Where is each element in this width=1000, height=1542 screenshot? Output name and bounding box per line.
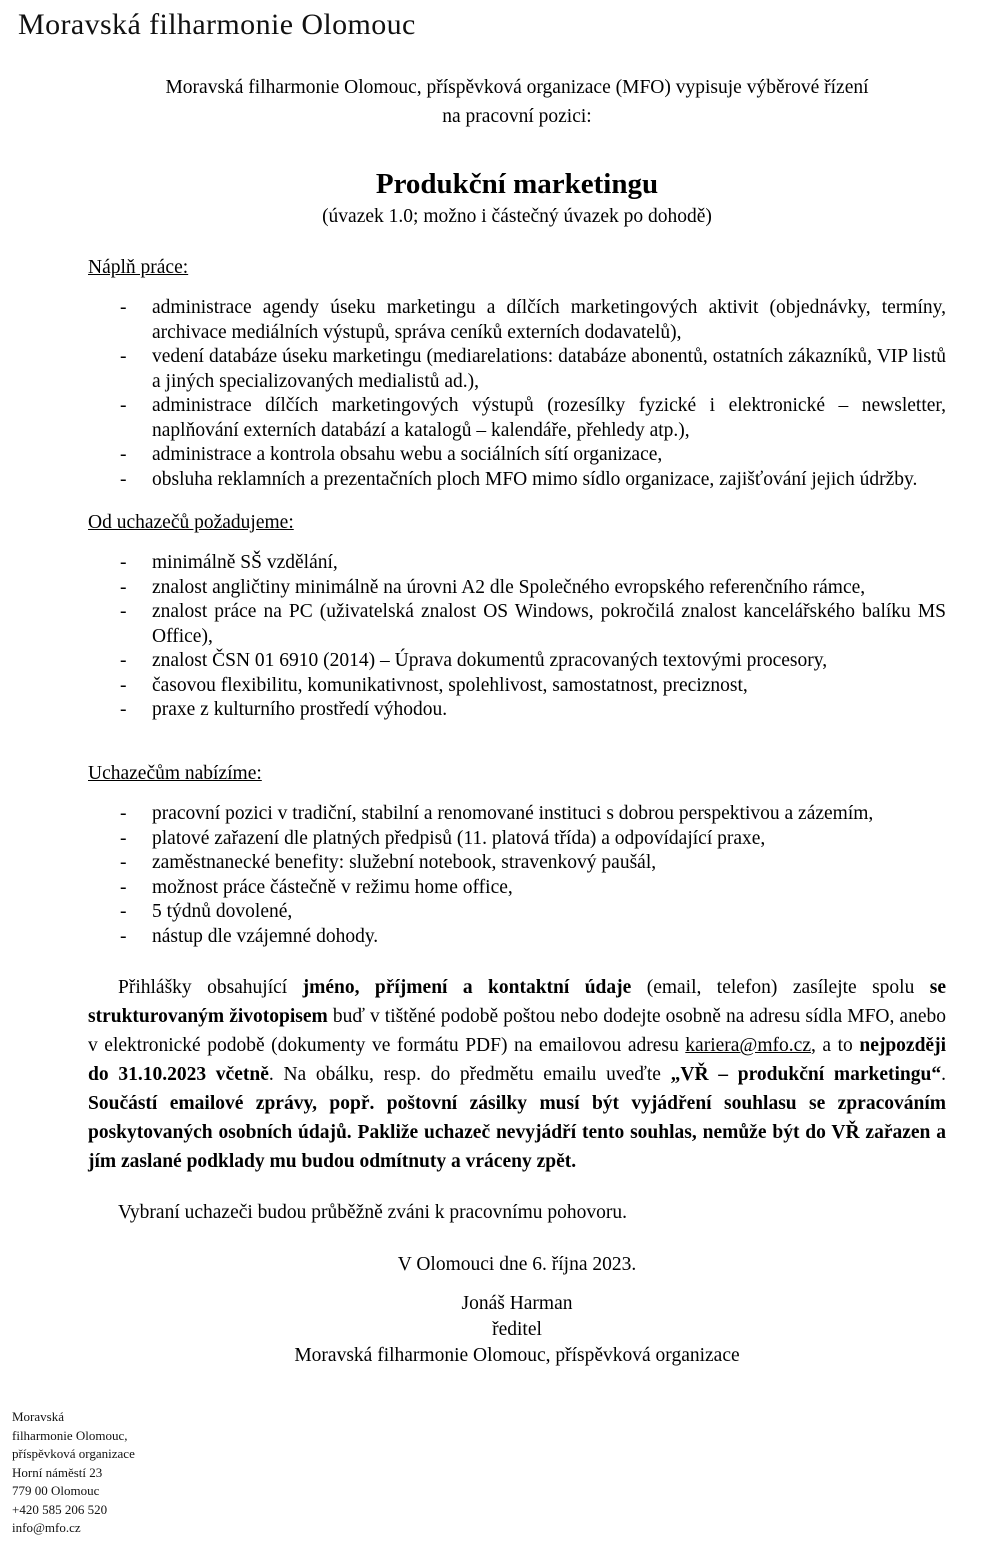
paragraph-segment: , a to [810, 1035, 860, 1057]
footer-line: Horní náměstí 23 [12, 1464, 103, 1480]
signature-role: ředitel [492, 1319, 542, 1341]
list-item [120, 551, 946, 576]
dash-marker: - [120, 650, 127, 672]
paragraph-segment: . [941, 1064, 946, 1086]
dash-marker: - [120, 699, 127, 721]
requirements-list [88, 551, 946, 723]
paragraph-segment: se strukturovaným životopisem [88, 977, 947, 1028]
paragraph-segment: Součástí emailové zprávy, popř. poštovní zásilky musí být vyjádření souhlasu se zpracováním poskytovaných osobních údajů. Pakliže uchazeč nevyjádří tento souhlas, nemůže být do VŘ zařazen a jím zaslané podklady mu budou odmítnuty a vráceny zpět. [88, 1093, 946, 1173]
paragraph-segment: nejpozději do 31.10.2023 včetně [88, 1035, 946, 1086]
dash-marker: - [120, 901, 127, 923]
footer-line: +420 585 206 520 [12, 1501, 108, 1517]
mfo-logo: Moravská filharmonie Olomouc [18, 8, 416, 41]
list-item-text: obsluha reklamních a prezentačních ploch MFO mimo sídlo organizace, zajišťování jejich údržby. [152, 468, 918, 490]
list-item [120, 876, 946, 901]
dash-marker: - [120, 444, 127, 466]
list-item [120, 802, 946, 827]
paragraph-segment: . Na obálku, resp. do předmětu emailu uveďte [268, 1064, 671, 1086]
list-item-text: administrace agendy úseku marketingu a dílčích marketingových aktivit (objednávky, termíny, archivace mediálních výstupů, správa ceníků externích dodavatelů), [152, 297, 946, 343]
signature-name: Jonáš Harman [461, 1293, 573, 1315]
list-item-text: platové zařazení dle platných předpisů (11. platová třída) a odpovídající praxe, [152, 827, 766, 849]
list-item-text: zaměstnanecké benefity: služební notebook, stravenkový paušál, [152, 852, 657, 874]
job-subtitle: (úvazek 1.0; možno i částečný úvazek po dohodě) [322, 206, 712, 227]
benefits-list [88, 802, 946, 949]
list-item [120, 851, 946, 876]
list-item-text: časovou flexibilitu, komunikativnost, spolehlivost, samostatnost, preciznost, [152, 674, 748, 696]
dash-marker: - [120, 925, 127, 947]
job-title: Produkční marketingu [375, 168, 659, 200]
letterhead-footer [12, 1408, 135, 1538]
list-item [120, 394, 946, 443]
duties-list [88, 296, 946, 492]
email-link[interactable]: kariera@mfo.cz [685, 1035, 811, 1057]
list-item-text: vedení databáze úseku marketingu (mediarelations: databáze abonentů, ostatních zákazníků, VIP listů a jiných specializovaných medialistů ad.), [152, 346, 946, 392]
list-item [120, 576, 946, 601]
list-item-text: znalost ČSN 01 6910 (2014) – Úprava dokumentů zpracovaných textovými procesory, [152, 650, 828, 672]
dash-marker: - [120, 297, 127, 319]
list-item [120, 345, 946, 394]
dash-marker: - [120, 395, 127, 417]
dash-marker: - [120, 468, 127, 490]
list-item-text: minimálně SŠ vzdělání, [152, 552, 338, 574]
dash-marker: - [120, 803, 127, 825]
list-item-text: administrace dílčích marketingových výstupů (rozesílky fyzické i elektronické – newsletter, naplňování externích databází a katalogů – kalendáře, přehledy atp.), [152, 395, 946, 441]
footer-line: příspěvková organizace [12, 1446, 135, 1461]
dash-marker: - [120, 852, 127, 874]
list-item-text: nástup dle vzájemné dohody. [152, 925, 379, 947]
intro-line-1: Moravská filharmonie Olomouc, příspěvková organizace (MFO) vypisuje výběrové řízení [165, 77, 869, 98]
list-item-text: možnost práce částečně v režimu home office, [152, 876, 513, 898]
dash-marker: - [120, 346, 127, 368]
list-item [120, 296, 946, 345]
dash-marker: - [120, 576, 127, 598]
paragraph-segment: „VŘ – produkční marketingu“ [670, 1064, 942, 1086]
application-instructions-paragraph [88, 973, 946, 1176]
paragraph-segment: jméno, příjmení a kontaktní údaje [302, 977, 632, 999]
list-item-text: administrace a kontrola obsahu webu a sociálních sítí organizace, [152, 444, 663, 466]
list-item [120, 900, 946, 925]
interview-note: Vybraní uchazeči budou průběžně zváni k pracovnímu pohovoru. [118, 1202, 627, 1224]
list-item-text: znalost práce na PC (uživatelská znalost OS Windows, pokročilá znalost kancelářského balíku MS Office), [152, 601, 946, 647]
dash-marker: - [120, 552, 127, 574]
letter-body [88, 74, 946, 1369]
intro-line-2: na pracovní pozici: [442, 105, 592, 127]
signature-organization: Moravská filharmonie Olomouc, příspěvková organizace [294, 1345, 740, 1367]
dash-marker: - [120, 876, 127, 898]
list-item [120, 443, 946, 468]
signature-block [88, 1291, 946, 1369]
list-item [120, 468, 946, 493]
section-heading-benefits: Uchazečům nabízíme: [88, 762, 262, 784]
paragraph-segment: Přihlášky obsahující [118, 977, 303, 999]
date-line: V Olomouci dne 6. října 2023. [397, 1254, 637, 1276]
list-item [120, 649, 946, 674]
dash-marker: - [120, 827, 127, 849]
paragraph-segment: buď v tištěné podobě poštou nebo dodejte osobně na adresu sídla MFO, anebo v elektronické podobě (dokumenty ve formátu PDF) na emailovou adresu [88, 1006, 946, 1057]
list-item-text: praxe z kulturního prostředí výhodou. [152, 699, 448, 721]
footer-line: 779 00 Olomouc [12, 1483, 100, 1498]
list-item [120, 698, 946, 723]
list-item-text: pracovní pozici v tradiční, stabilní a renomované instituci s dobrou perspektivou a zázemím, [152, 803, 874, 825]
list-item [120, 674, 946, 699]
list-item [120, 600, 946, 649]
paragraph-segment: (email, telefon) zasílejte spolu [631, 977, 930, 999]
list-item-text: 5 týdnů dovolené, [152, 901, 293, 923]
dash-marker: - [120, 674, 127, 696]
list-item-text: znalost angličtiny minimálně na úrovni A2 dle Společného evropského referenčního rámce, [152, 576, 866, 598]
section-heading-requirements: Od uchazečů požadujeme: [88, 512, 294, 534]
footer-line: info@mfo.cz [12, 1520, 81, 1535]
intro-paragraph [88, 74, 946, 131]
dash-marker: - [120, 601, 127, 623]
section-heading-duties: Náplň práce: [88, 257, 189, 278]
footer-line: Moravská [12, 1409, 64, 1424]
list-item [120, 827, 946, 852]
footer-line: filharmonie Olomouc, [12, 1427, 128, 1443]
list-item [120, 925, 946, 950]
